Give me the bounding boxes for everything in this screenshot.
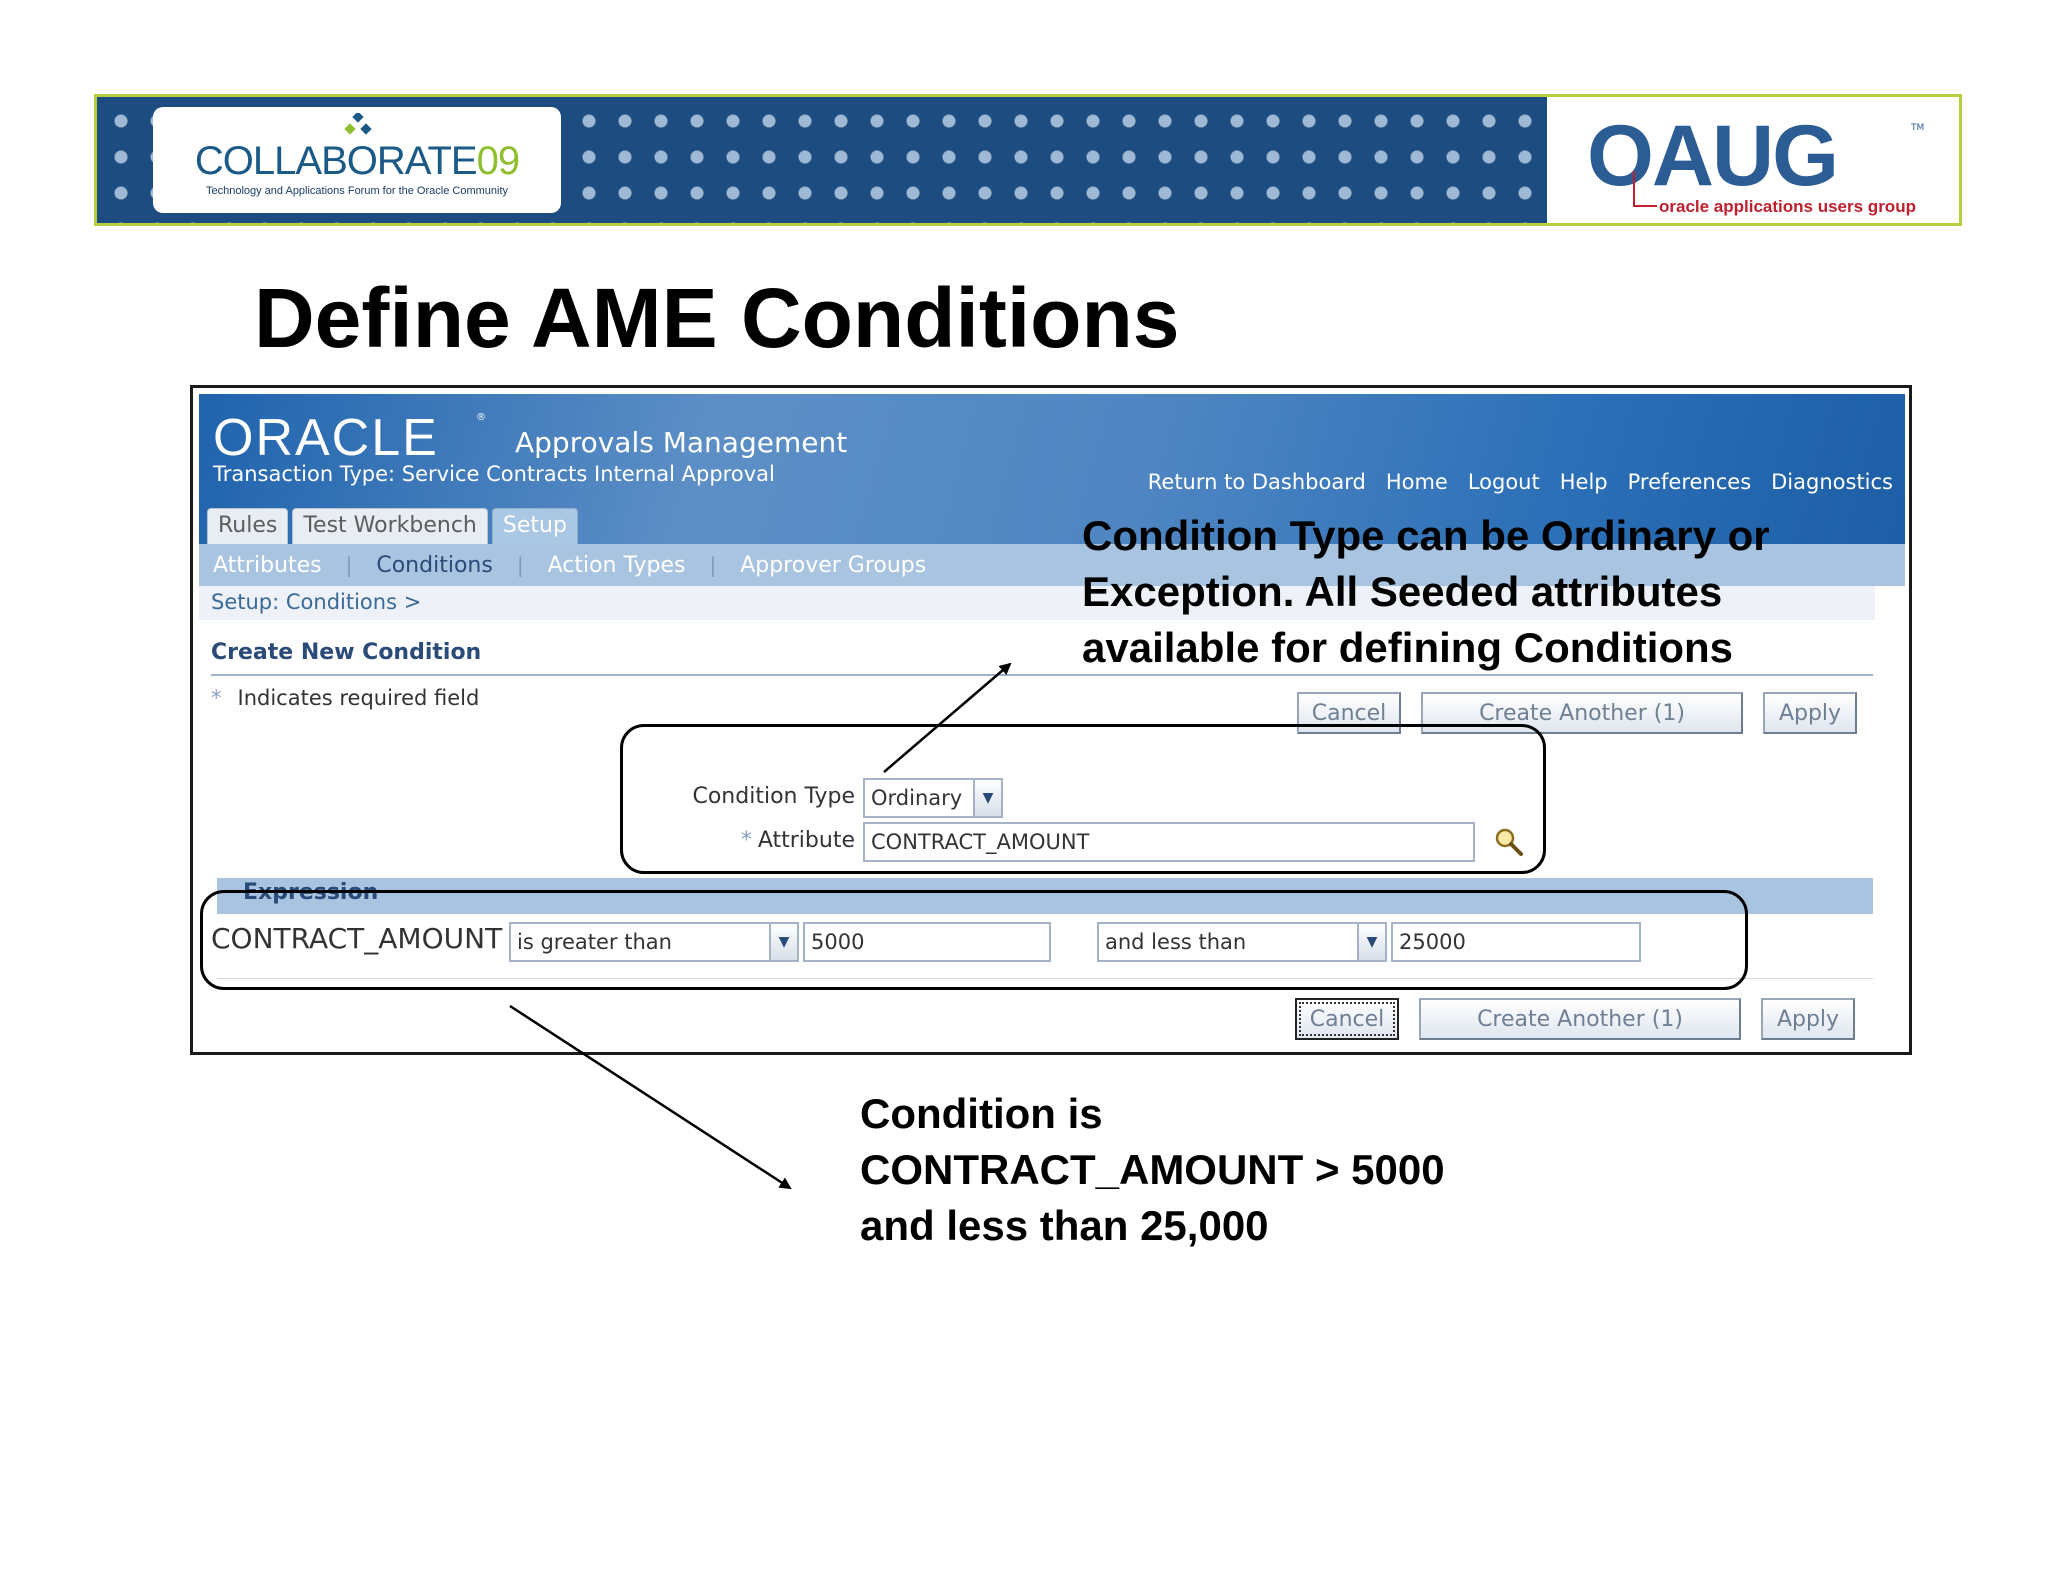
callout-bottom-text xyxy=(860,1086,1560,1254)
subtab-separator: | xyxy=(709,553,717,577)
collaborate-diamond-icon xyxy=(343,113,373,137)
condition-type-callout-box xyxy=(620,724,1546,874)
collaborate-name: COLLABORATE xyxy=(194,139,477,183)
callout-top-text xyxy=(1082,508,1868,676)
callout-top-line-2: Exception. All Seeded attributes xyxy=(1082,568,1723,615)
collaborate-wordmark xyxy=(153,139,561,184)
required-field-note xyxy=(211,686,479,710)
breadcrumb[interactable]: Setup: Conditions > xyxy=(211,590,422,614)
cancel-button-top[interactable]: Cancel xyxy=(1297,692,1401,734)
conference-banner xyxy=(94,94,1962,226)
expression-callout-box xyxy=(200,890,1748,990)
apply-button-top[interactable]: Apply xyxy=(1763,692,1857,734)
chevron-down-icon[interactable]: ▼ xyxy=(1359,922,1387,962)
oaug-subtitle: oracle applications users group xyxy=(1659,197,1916,216)
expression-attribute: CONTRACT_AMOUNT xyxy=(211,922,503,955)
condition-type-label: Condition Type xyxy=(692,784,855,809)
oaug-logo: OAUG xyxy=(1587,108,1837,204)
collaborate-year: 09 xyxy=(476,139,520,183)
operator2-value[interactable]: and less than xyxy=(1097,922,1359,962)
subtab-conditions[interactable]: Conditions xyxy=(376,552,493,578)
operator1-value[interactable]: is greater than xyxy=(509,922,771,962)
collaborate-logo-box xyxy=(153,107,561,213)
value1-input[interactable]: 5000 xyxy=(803,922,1051,962)
value2-input[interactable]: 25000 xyxy=(1391,922,1641,962)
section-title: Create New Condition xyxy=(211,640,482,665)
condition-type-value[interactable]: Ordinary xyxy=(863,778,975,818)
apply-button-bottom[interactable]: Apply xyxy=(1761,998,1855,1040)
global-links xyxy=(1148,470,1893,494)
link-help[interactable]: Help xyxy=(1559,470,1608,494)
expression-header: Expression xyxy=(243,880,379,905)
tab-rules[interactable]: Rules xyxy=(207,508,288,550)
link-diagnostics[interactable]: Diagnostics xyxy=(1771,470,1893,494)
required-star-icon: * xyxy=(740,828,752,853)
oaug-logo-line xyxy=(1633,171,1657,207)
attribute-label-text: Attribute xyxy=(757,828,855,853)
create-another-button-bottom[interactable]: Create Another (1) xyxy=(1419,998,1741,1040)
oracle-registered-mark: ® xyxy=(476,412,486,423)
chevron-down-icon[interactable]: ▼ xyxy=(771,922,799,962)
link-return-to-dashboard[interactable]: Return to Dashboard xyxy=(1147,470,1366,494)
oracle-logo: ORACLE xyxy=(213,409,439,467)
callout-bottom-line-1: Condition is xyxy=(860,1090,1103,1137)
subtab-action-types[interactable]: Action Types xyxy=(547,552,686,578)
oaug-trademark: TM xyxy=(1911,123,1925,133)
callout-bottom-line-2: CONTRACT_AMOUNT > 5000 xyxy=(860,1146,1445,1193)
app-name: Approvals Management xyxy=(515,426,848,459)
link-logout[interactable]: Logout xyxy=(1467,470,1540,494)
chevron-down-icon[interactable]: ▼ xyxy=(975,778,1003,818)
attribute-input[interactable]: CONTRACT_AMOUNT xyxy=(863,822,1475,862)
tab-test-workbench[interactable]: Test Workbench xyxy=(292,508,488,550)
callout-bottom-line-3: and less than 25,000 xyxy=(860,1202,1269,1249)
oaug-logo-box xyxy=(1547,97,1962,223)
collaborate-tagline: Technology and Applications Forum for the Oracle Community xyxy=(205,185,509,197)
subtab-approver-groups[interactable]: Approver Groups xyxy=(740,552,927,578)
subtab-separator: | xyxy=(516,553,524,577)
create-another-button-top[interactable]: Create Another (1) xyxy=(1421,692,1743,734)
cancel-button-bottom[interactable]: Cancel xyxy=(1295,998,1399,1040)
callout-top-line-1: Condition Type can be Ordinary or xyxy=(1082,512,1770,559)
slide-title: Define AME Conditions xyxy=(254,271,1180,365)
subtab-attributes[interactable]: Attributes xyxy=(213,552,322,578)
link-home[interactable]: Home xyxy=(1385,470,1448,494)
required-note-text: Indicates required field xyxy=(237,686,480,710)
subtab-separator: | xyxy=(345,553,353,577)
link-preferences[interactable]: Preferences xyxy=(1627,470,1752,494)
required-star-icon: * xyxy=(211,686,222,710)
transaction-type: Transaction Type: Service Contracts Internal Approval xyxy=(213,462,775,486)
callout-top-line-3: available for defining Conditions xyxy=(1082,624,1734,671)
tab-setup[interactable]: Setup xyxy=(492,508,578,550)
